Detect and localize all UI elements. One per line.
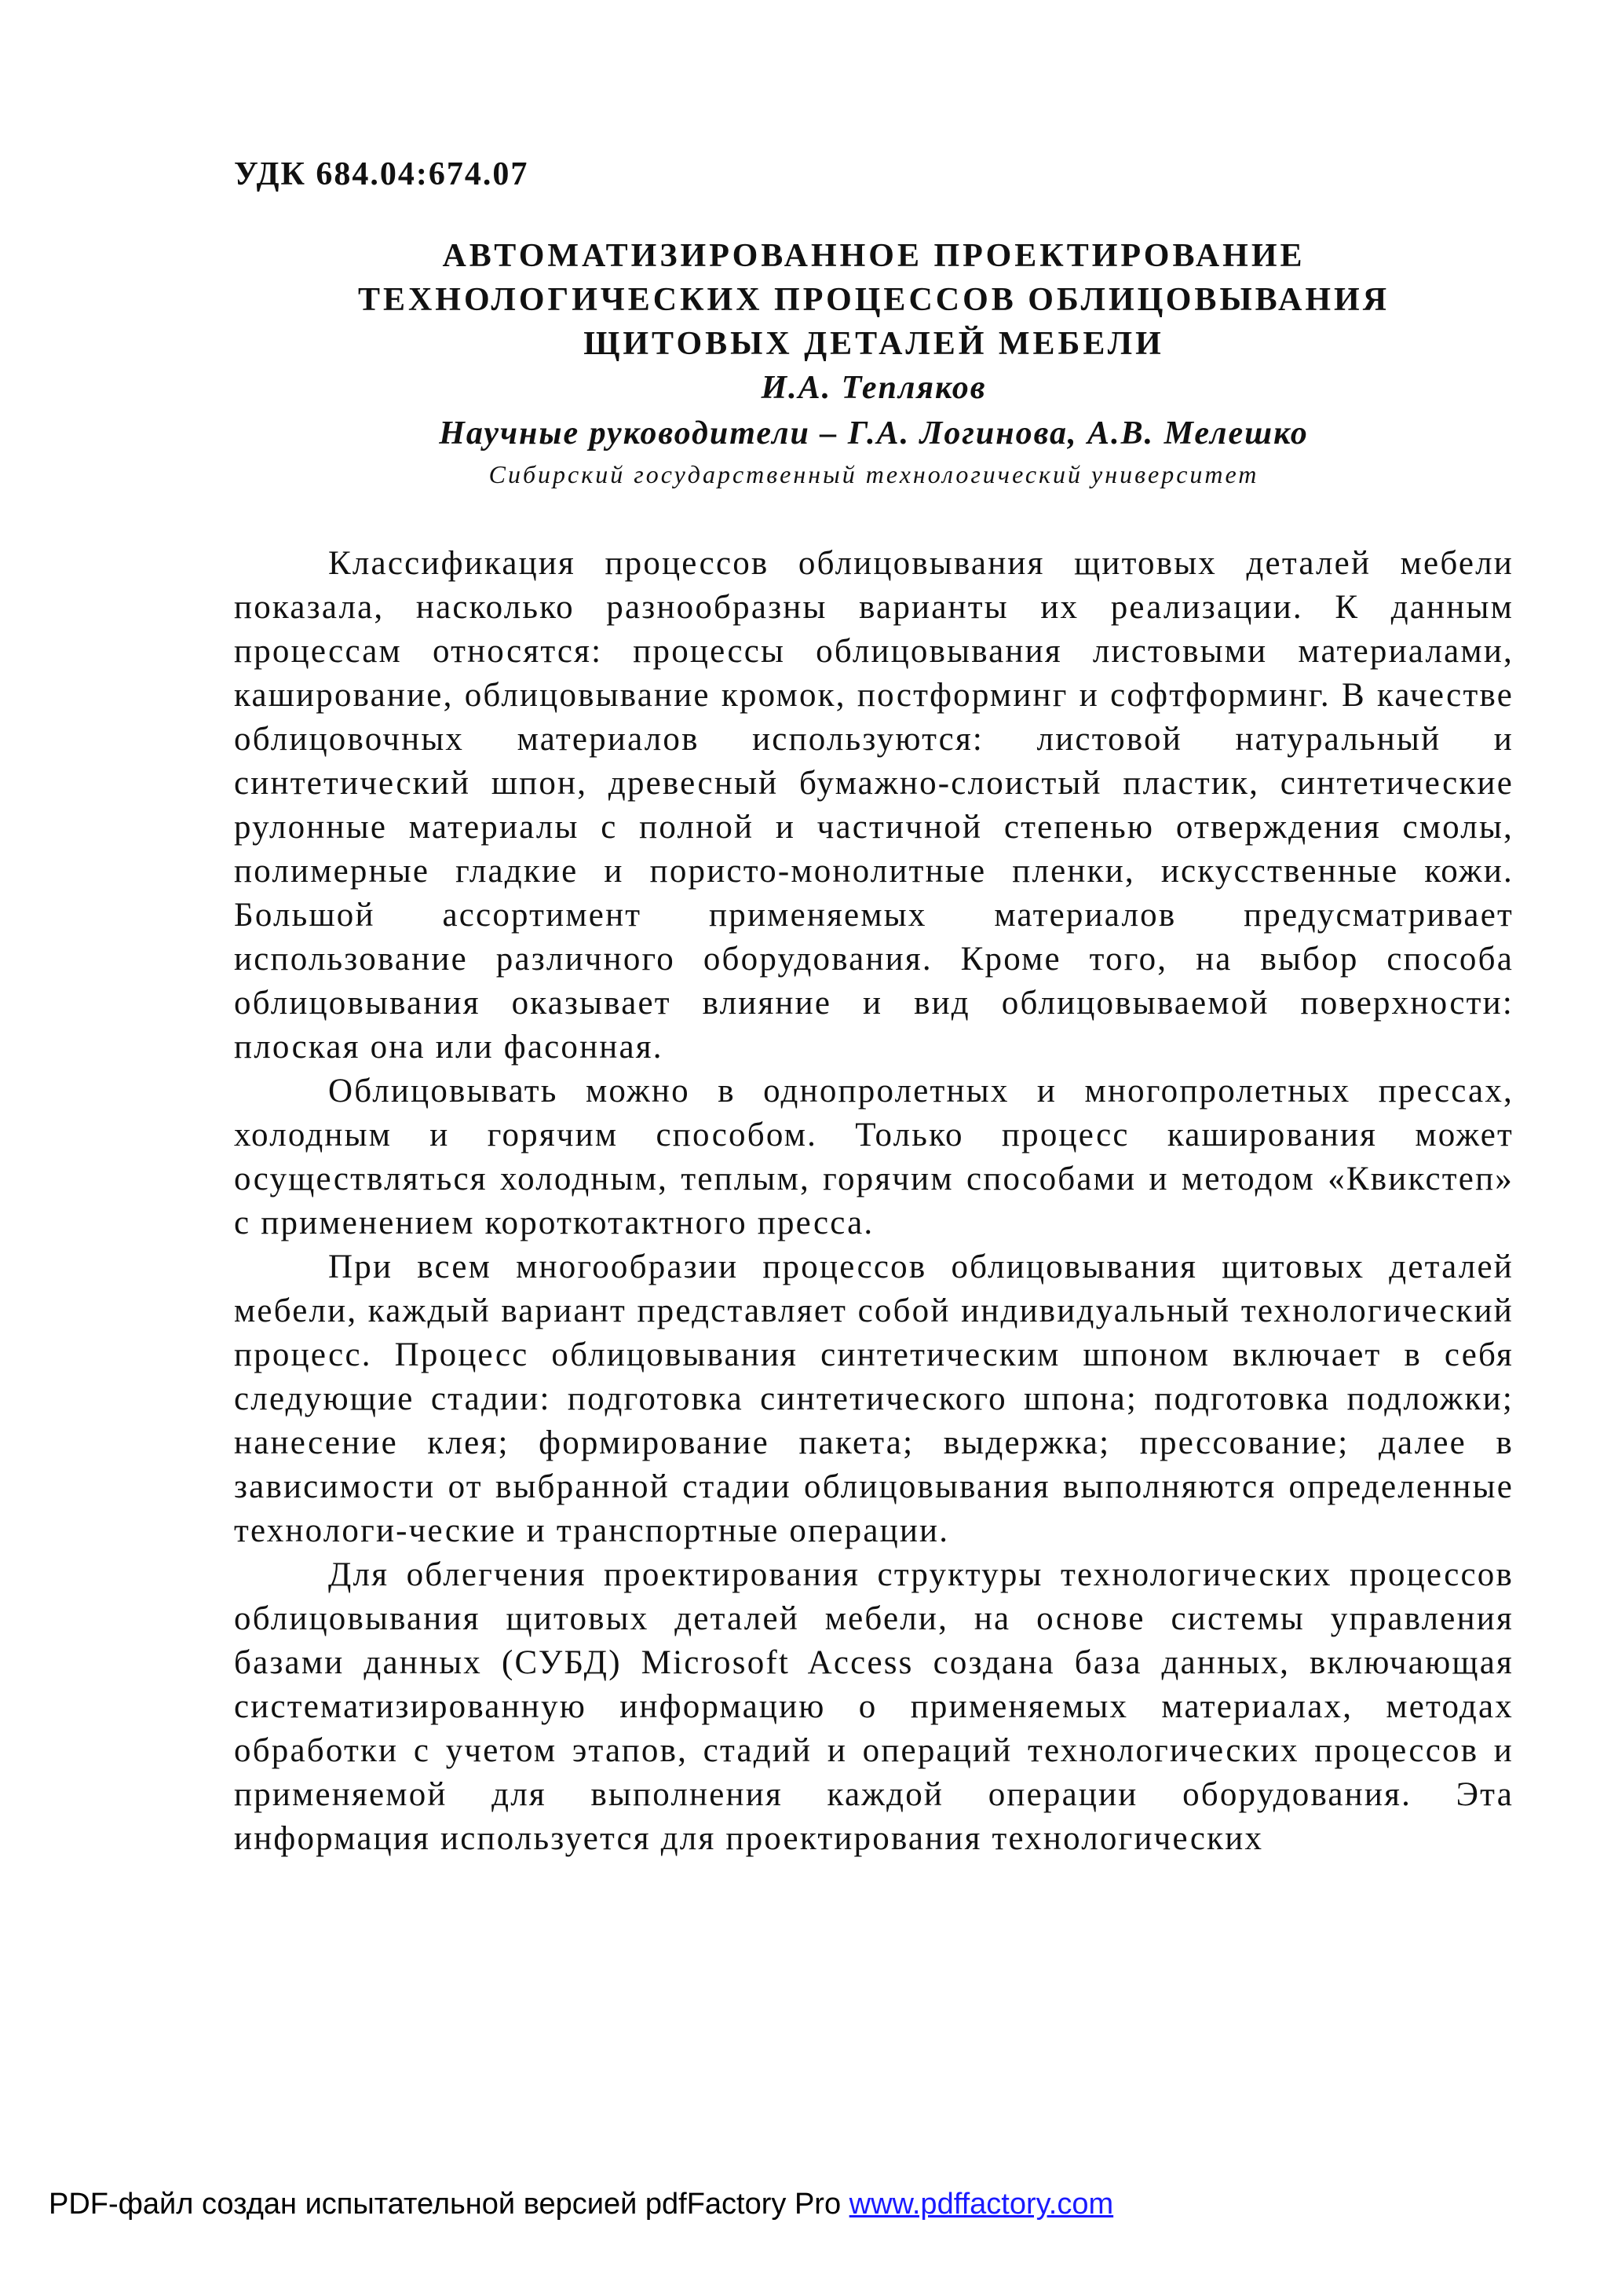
title-line: ЩИТОВЫХ ДЕТАЛЕЙ МЕБЕЛИ [583, 326, 1164, 362]
document-page [234, 154, 1514, 1861]
article-body [234, 542, 1514, 1861]
title-line: АВТОМАТИЗИРОВАННОЕ ПРОЕКТИРОВАНИЕ [442, 238, 1306, 274]
author-name: И.А. Тепляков [761, 370, 987, 406]
scientific-advisors: Научные руководители – Г.А. Логинова, А.В. Мелешко [439, 415, 1309, 452]
footer-link[interactable]: www.pdffactory.com [849, 2188, 1114, 2221]
pdf-watermark-footer [49, 2188, 1113, 2221]
body-paragraph: Для облегчения проектирования структуры технологических процессов облицовывания щитовых деталей мебели, на основе системы управления базами данных (СУБД) Microsoft Access создана база данных, включающая систематизированную информацию о применяемых материалах, методах обработки с учетом этапов, стадий и операций технологических процессов и применяемой для выполнения каждой операции оборудования. Эта информация используется для проектирования технологических [234, 1556, 1514, 1857]
article-title [234, 234, 1514, 366]
body-paragraph: Облицовывать можно в однопролетных и многопролетных прессах, холодным и горячим способом. Только процесс каширования может осуществляться холодным, теплым, горячим способами и методом «Квикстеп» с применением короткотактного пресса. [234, 1073, 1514, 1241]
udk-code: УДК 684.04:674.07 [234, 156, 529, 192]
body-paragraph: При всем многообразии процессов облицовывания щитовых деталей мебели, каждый вариант представляет собой индивидуальный технологический процесс. Процесс облицовывания синтетическим шпоном включает в себя следующие стадии: подготовка синтетического шпона; подготовка подложки; нанесение клея; формирование пакета; выдержка; прессование; далее в зависимости от выбранной стадии облицовывания выполняются определенные технологи-ческие и транспортные операции. [234, 1249, 1514, 1549]
footer-text: PDF-файл создан испытательной версией pdfFactory Pro [49, 2188, 842, 2221]
affiliation: Сибирский государственный технологический университет [488, 460, 1259, 488]
body-paragraph: Классификация процессов облицовывания щитовых деталей мебели показала, насколько разнообразны варианты их реализации. К данным процессам относятся: процессы облицовывания листовыми материалами, каширование, облицовывание кромок, постформинг и софтформинг. В качестве облицовочных материалов используются: листовой натуральный и синтетический шпон, древесный бумажно-слоистый пластик, синтетические рулонные материалы с полной и частичной степенью отверждения смолы, полимерные гладкие и пористо-монолитные пленки, искусственные кожи. Большой ассортимент применяемых материалов предусматривает использование различного оборудования. Кроме того, на выбор способа облицовывания оказывает влияние и вид облицовываемой поверхности: плоская она или фасонная. [234, 545, 1514, 1066]
title-line: ТЕХНОЛОГИЧЕСКИХ ПРОЦЕССОВ ОБЛИЦОВЫВАНИЯ [357, 282, 1390, 318]
